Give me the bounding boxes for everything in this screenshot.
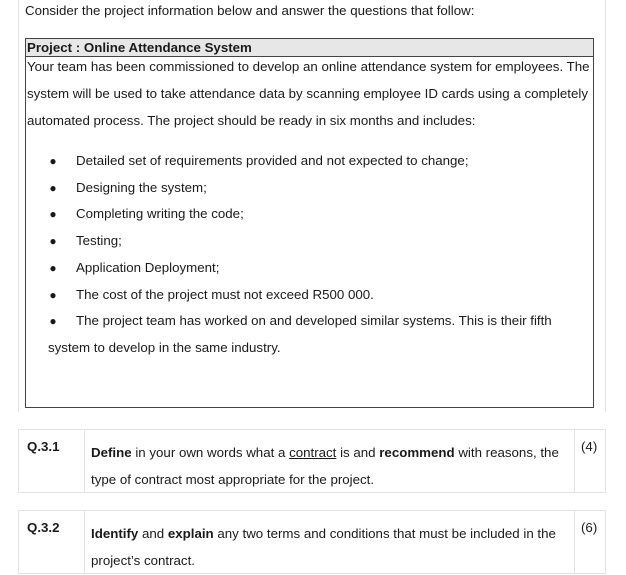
list-item (48, 255, 563, 282)
list-item-text: Detailed set of requirements provided and not expected to change; (76, 153, 469, 168)
question-row-3-2 (18, 510, 606, 574)
question-row-3-1 (18, 429, 606, 493)
bullet-icon: ● (49, 314, 57, 329)
list-item-text: The project team has worked on and developed similar systems. This is their fifth (76, 313, 552, 329)
column-divider (84, 430, 85, 492)
bullet-icon: ● (49, 180, 57, 195)
column-divider (574, 511, 575, 573)
intro-text: Consider the project information below and answer the questions that follow: (25, 3, 475, 18)
bullet-icon: ● (49, 154, 57, 168)
bullet-icon: ● (49, 260, 57, 275)
list-item (48, 228, 563, 255)
project-description: Your team has been commissioned to develop an online attendance system for employees. The system will be used to take attendance data by scanning employee ID cards using a completely automated process. The project should be ready in six months and includes: (27, 59, 590, 128)
list-item-text: Designing the system; (76, 179, 207, 195)
question-text: Identify and explain any two terms and conditions that must be included in the project’s contract. (91, 526, 556, 568)
list-item (48, 282, 563, 309)
bullet-icon: ● (49, 287, 57, 302)
column-divider (84, 511, 85, 573)
question-marks: (6) (581, 520, 598, 535)
question-number: Q.3.2 (27, 520, 60, 535)
question-number: Q.3.1 (27, 439, 60, 454)
list-item (48, 148, 563, 175)
list-item (48, 175, 563, 202)
list-item-text: The cost of the project must not exceed R500 000. (76, 286, 374, 302)
question-text: Define in your own words what a contract is and recommend with reasons, the type of contract most appropriate for the project. (91, 445, 559, 487)
list-item-text: Application Deployment; (76, 259, 220, 275)
column-divider (574, 430, 575, 492)
bullet-icon: ● (49, 207, 57, 222)
list-item-text: Completing writing the code; (76, 206, 244, 222)
bullet-icon: ● (49, 234, 57, 249)
list-item (48, 308, 563, 361)
deliverables-list (48, 148, 563, 362)
list-item (48, 201, 563, 228)
list-item-continuation: system to develop in the same industry. (48, 339, 281, 355)
question-marks: (4) (581, 439, 598, 454)
project-title: Project : Online Attendance System (26, 39, 593, 57)
list-item-text: Testing; (76, 233, 122, 249)
